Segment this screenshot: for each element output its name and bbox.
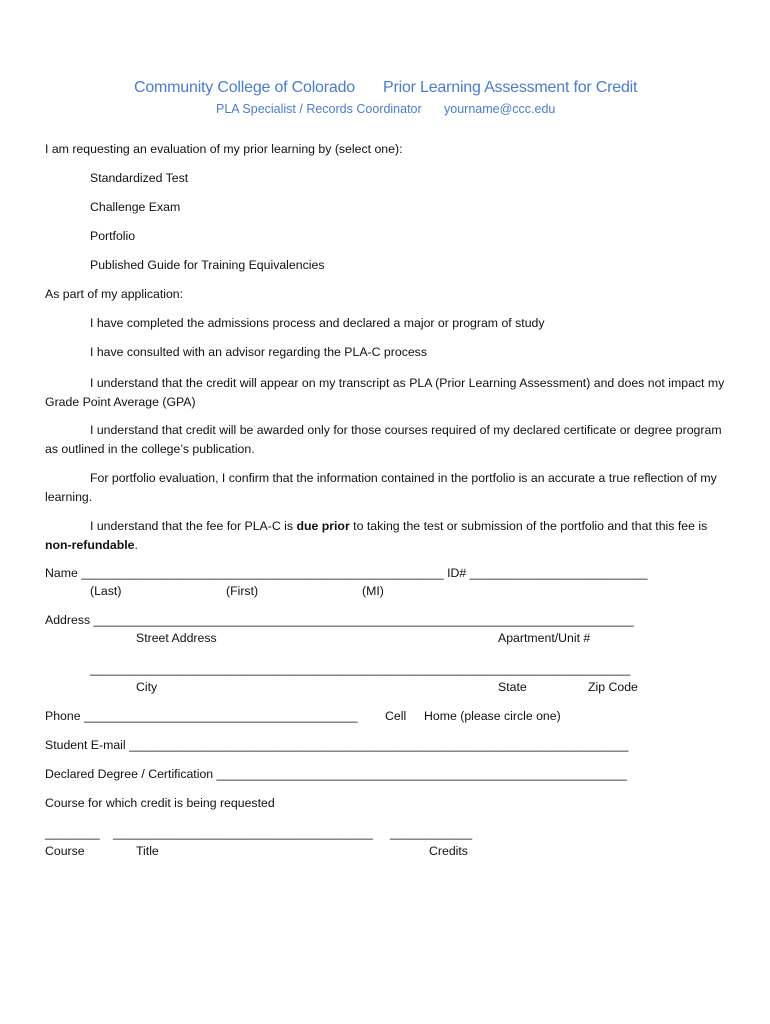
fee-due-prior: due prior xyxy=(296,519,350,533)
statement-courses xyxy=(45,421,730,459)
address-field[interactable]: Address _______________________________________________________________________________ xyxy=(45,613,634,627)
fee-text-c: to taking the test or submission of the portfolio and that this fee is xyxy=(349,519,708,533)
option-standardized-test[interactable]: Standardized Test xyxy=(90,171,189,185)
fee-non-refundable: non-refundable xyxy=(45,538,135,552)
declared-degree-field[interactable]: Declared Degree / Certification ____________________________________________________________ xyxy=(45,767,627,781)
option-published-guide[interactable]: Published Guide for Training Equivalencies xyxy=(90,258,325,272)
student-email-field[interactable]: Student E-mail _________________________________________________________________________ xyxy=(45,738,629,752)
option-challenge-exam[interactable]: Challenge Exam xyxy=(90,200,181,214)
fee-text-e: . xyxy=(134,538,138,552)
statement-transcript xyxy=(45,374,730,412)
statement-portfolio xyxy=(45,469,730,507)
statement-fee xyxy=(45,517,730,555)
fee-text-a: I understand that the fee for PLA-C is xyxy=(90,519,297,533)
title-label: Title xyxy=(136,844,159,858)
credits-field[interactable]: ____________ xyxy=(390,826,473,840)
request-intro: I am requesting an evaluation of my prior learning by (select one): xyxy=(45,142,403,156)
statement-portfolio-text: For portfolio evaluation, I confirm that the information contained in the portfolio is an accurate a true reflection of my learning. xyxy=(45,471,717,504)
name-first-label: (First) xyxy=(226,584,259,598)
phone-type-home[interactable]: Home (please circle one) xyxy=(424,709,561,723)
city-state-zip-field[interactable]: _______________________________________________________________________________ xyxy=(90,662,631,676)
name-last-label: (Last) xyxy=(90,584,122,598)
title-field[interactable]: ______________________________________ xyxy=(113,826,373,840)
apartment-label: Apartment/Unit # xyxy=(498,631,591,645)
course-field[interactable]: ________ xyxy=(45,826,100,840)
statement-advisor: I have consulted with an advisor regarding the PLA-C process xyxy=(90,345,427,359)
option-portfolio[interactable]: Portfolio xyxy=(90,229,136,243)
application-intro: As part of my application: xyxy=(45,287,184,301)
credits-label: Credits xyxy=(429,844,468,858)
phone-field[interactable]: Phone ________________________________________ xyxy=(45,709,358,723)
name-mi-label: (MI) xyxy=(362,584,384,598)
street-address-label: Street Address xyxy=(136,631,217,645)
contact-email: yourname@ccc.edu xyxy=(444,102,556,116)
form-title: Prior Learning Assessment for Credit xyxy=(383,79,638,96)
state-label: State xyxy=(498,680,527,694)
statement-admissions: I have completed the admissions process and declared a major or program of study xyxy=(90,316,545,330)
zip-label: Zip Code xyxy=(588,680,638,694)
statement-courses-text: I understand that credit will be awarded only for those courses required of my declared certificate or degree program as outlined in the college’s publication. xyxy=(45,423,722,456)
name-id-field[interactable]: Name _____________________________________________________ ID# __________________________ xyxy=(45,566,648,580)
course-intro: Course for which credit is being requested xyxy=(45,796,275,810)
contact-role: PLA Specialist / Records Coordinator xyxy=(216,102,422,116)
statement-transcript-text: I understand that the credit will appear on my transcript as PLA (Prior Learning Assessment) and does not impact my Grade Point Average (GPA) xyxy=(45,376,725,409)
college-name: Community College of Colorado xyxy=(134,79,355,96)
course-label: Course xyxy=(45,844,85,858)
city-label: City xyxy=(136,680,158,694)
phone-type-cell[interactable]: Cell xyxy=(385,709,407,723)
